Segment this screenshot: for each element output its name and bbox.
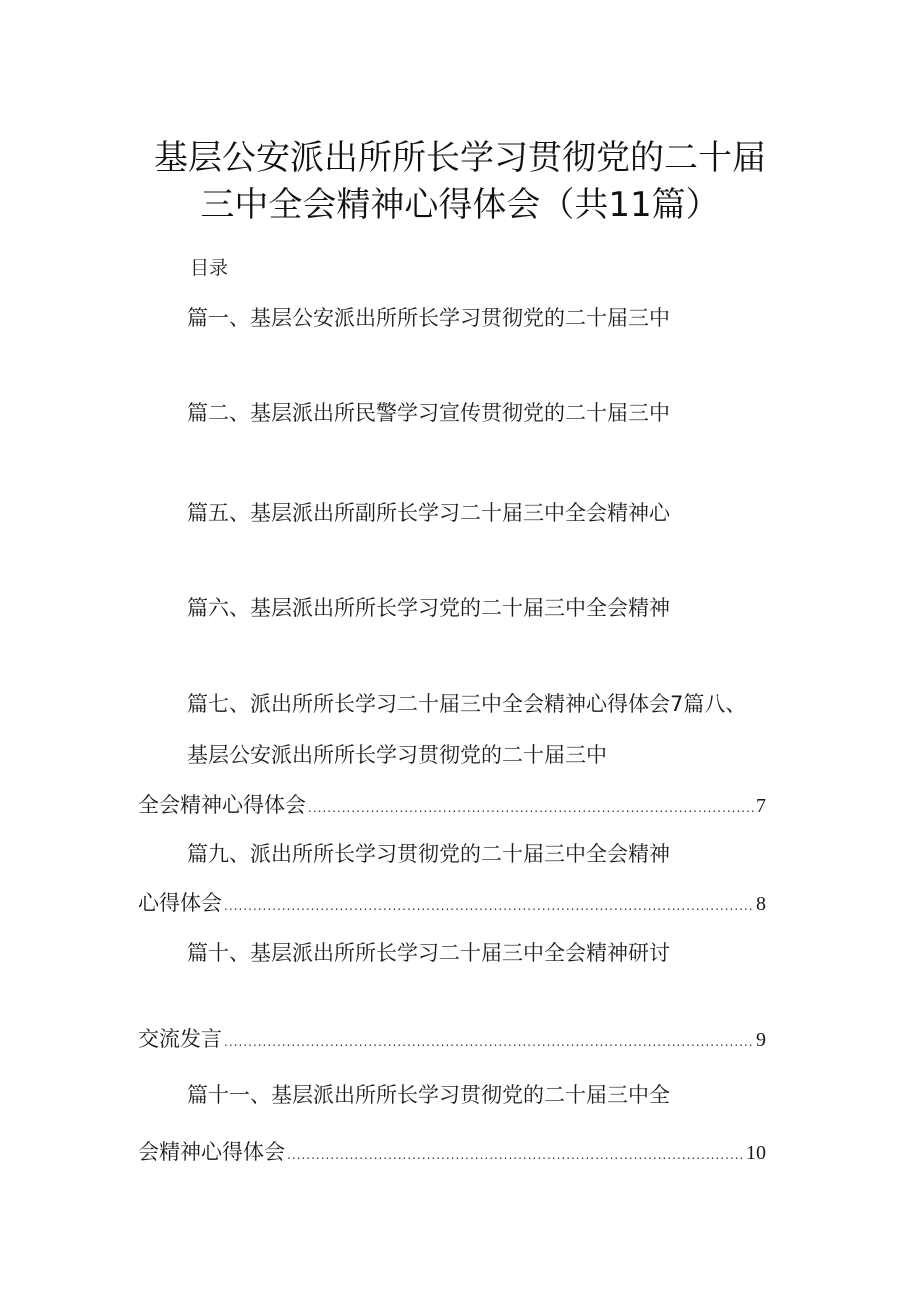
dot-leader [224,1028,754,1056]
toc-entry-10[interactable]: 篇十、基层派出所所长学习二十届三中全会精神研讨 [187,941,670,965]
toc-entry-6[interactable]: 篇六、基层派出所所长学习党的二十届三中全会精神 [187,596,670,620]
toc-entry-2[interactable]: 篇二、基层派出所民警学习宣传贯彻党的二十届三中 [187,401,670,425]
toc-page-number: 8 [756,893,766,915]
toc-page-number: 7 [756,795,766,817]
toc-page-number: 10 [746,1142,766,1164]
document-title-line-1: 基层公安派出所所长学习贯彻党的二十届 [154,138,766,178]
toc-entry-7[interactable]: 篇七、派出所所长学习二十届三中全会精神心得体会7篇八、 [187,692,747,716]
dot-leader [308,794,754,822]
toc-entry-8-continuation[interactable] [138,791,766,822]
dot-leader [224,892,754,920]
toc-entry-text: 心得体会 [138,891,222,915]
toc-entry-9-continuation[interactable] [138,889,766,920]
toc-entry-1[interactable]: 篇一、基层公安派出所所长学习贯彻党的二十届三中 [187,306,670,330]
toc-entry-9[interactable]: 篇九、派出所所长学习贯彻党的二十届三中全会精神 [187,842,670,866]
toc-entry-text: 全会精神心得体会 [138,793,306,817]
document-title-line-2: 三中全会精神心得体会（共11篇） [200,185,720,225]
toc-entry-text: 会精神心得体会 [138,1140,285,1164]
toc-page-number: 9 [756,1029,766,1051]
toc-heading: 目录 [190,257,229,279]
toc-entry-8-line[interactable]: 基层公安派出所所长学习贯彻党的二十届三中 [187,743,607,767]
dot-leader [287,1141,744,1169]
toc-entry-5[interactable]: 篇五、基层派出所副所长学习二十届三中全会精神心 [187,501,670,525]
toc-entry-text: 交流发言 [138,1027,222,1051]
toc-entry-11-continuation[interactable] [138,1138,766,1169]
toc-entry-11[interactable]: 篇十一、基层派出所所长学习贯彻党的二十届三中全 [187,1083,670,1107]
toc-entry-10-continuation[interactable] [138,1025,766,1056]
